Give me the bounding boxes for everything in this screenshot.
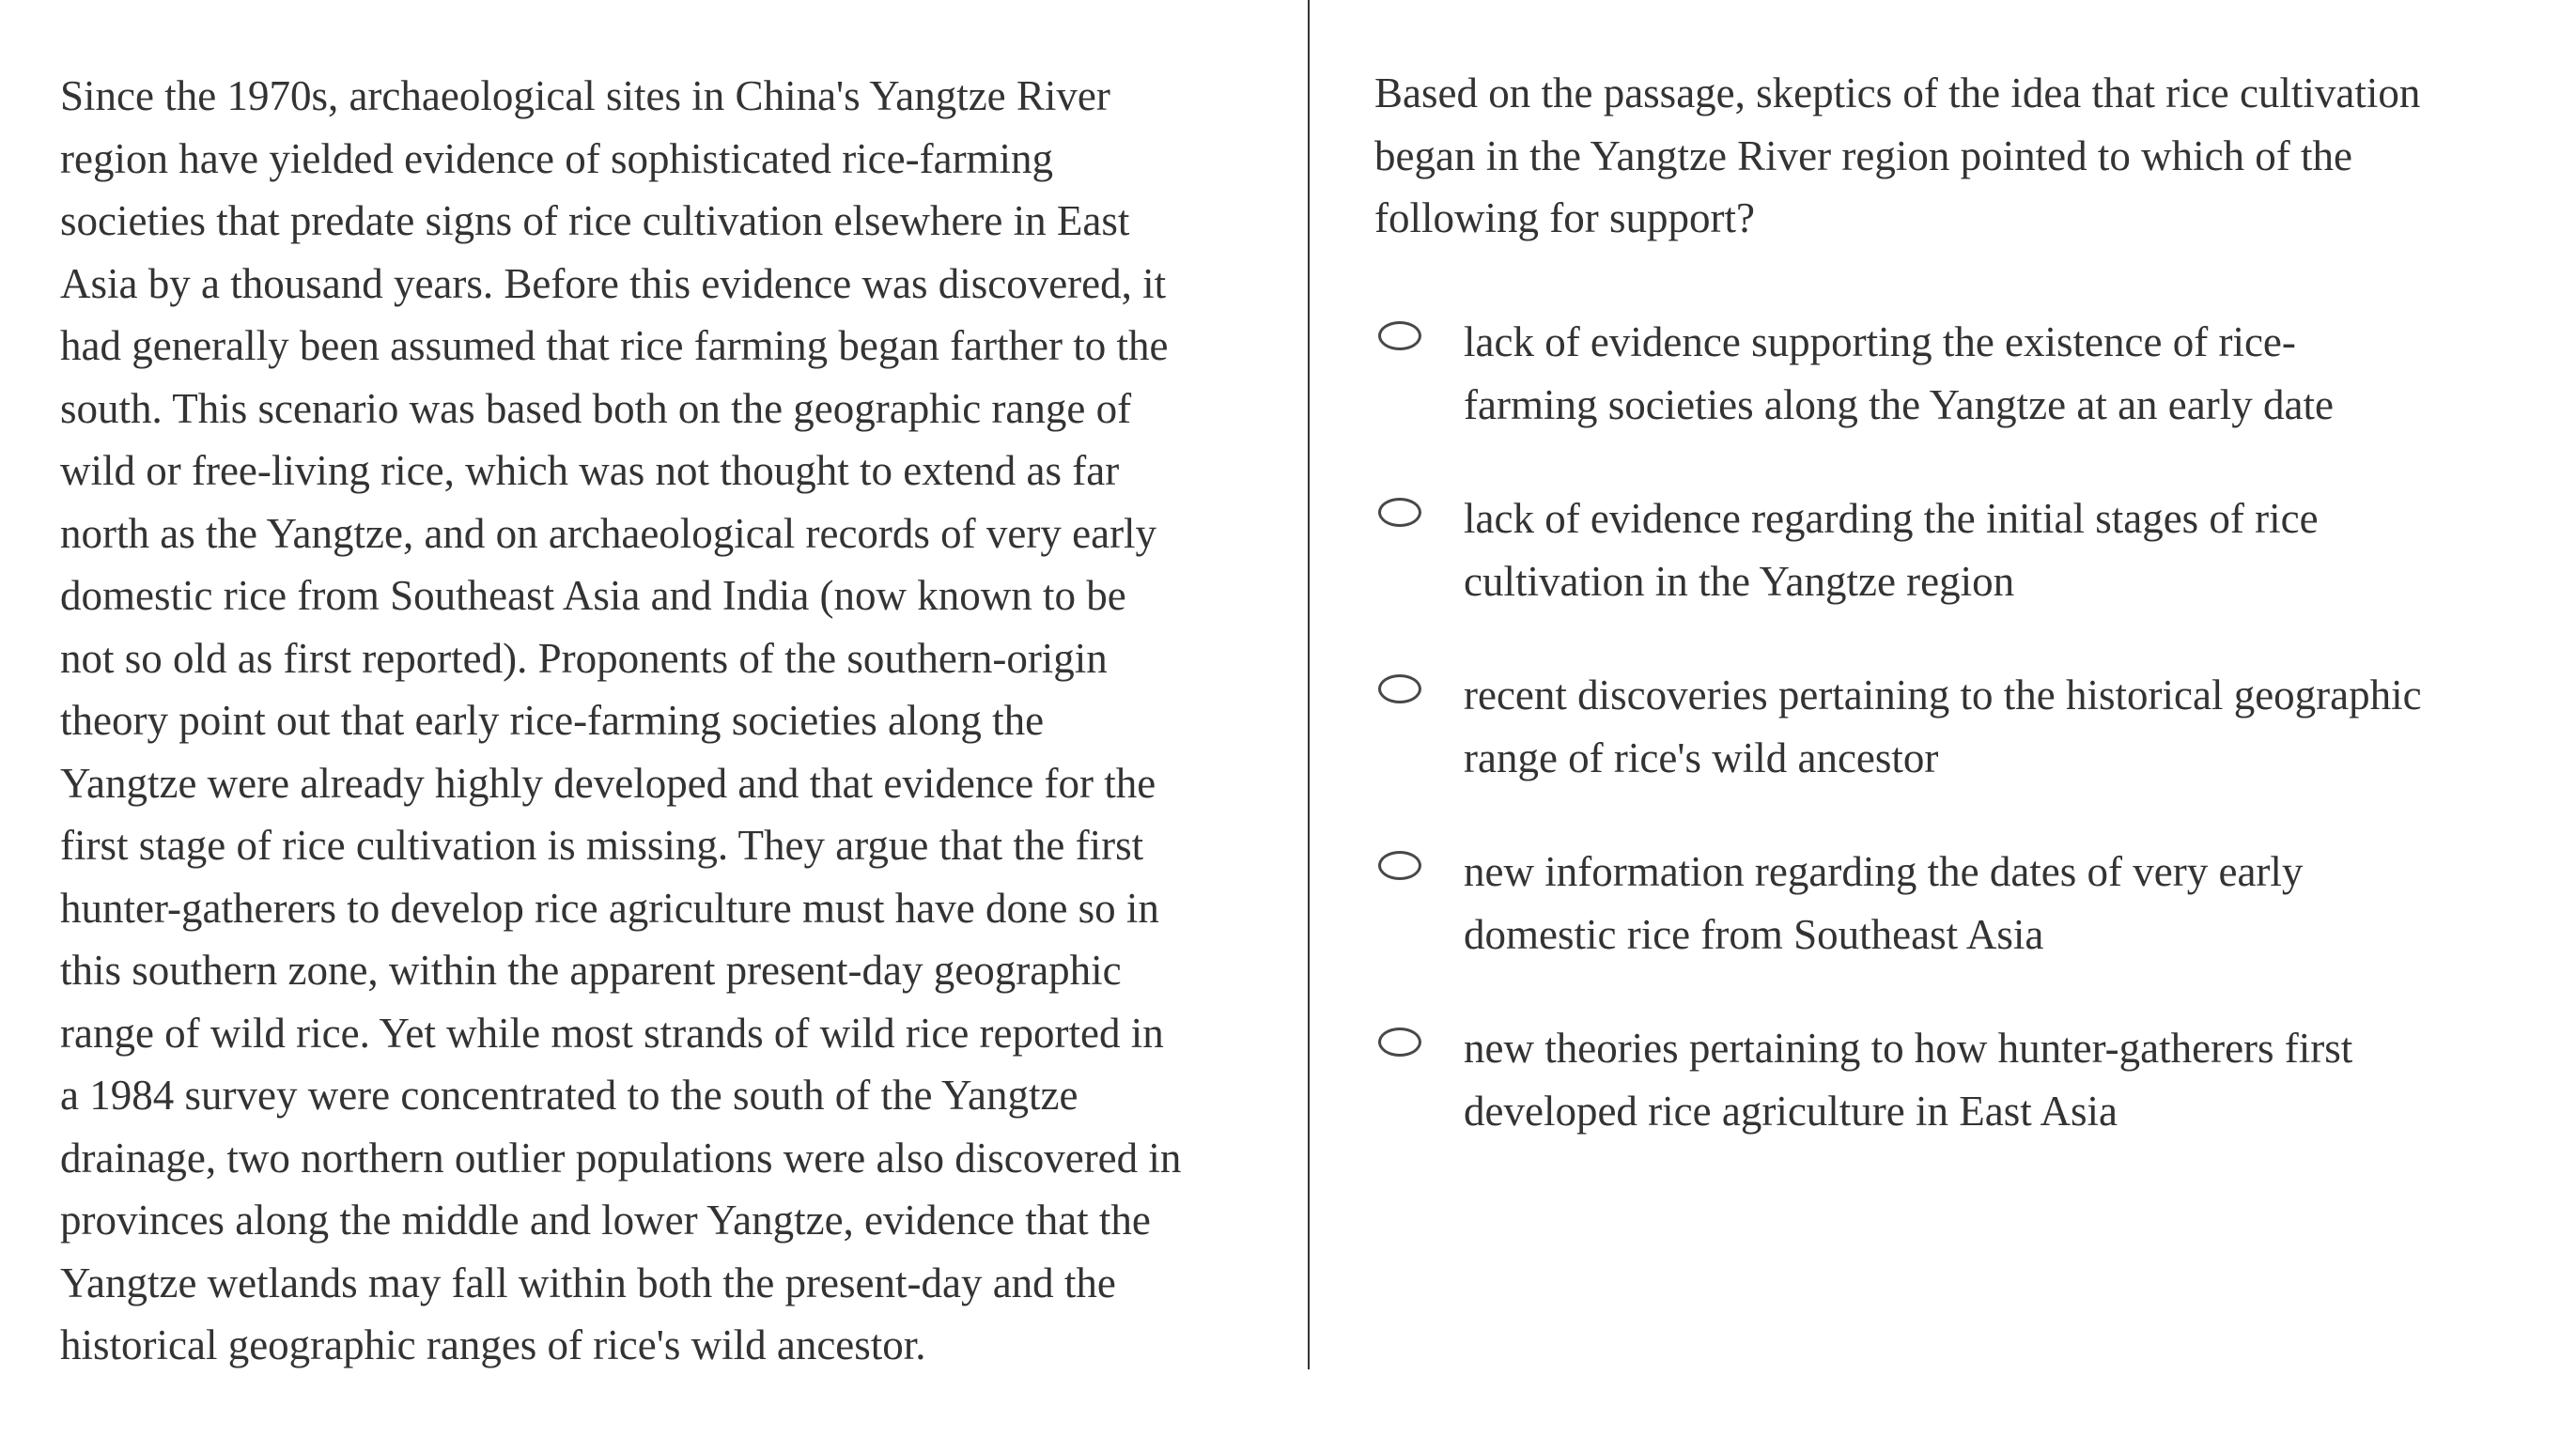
- choice-c-text: [1464, 664, 2422, 789]
- passage-line: societies that predate signs of rice cultivation elsewhere in East: [60, 197, 1130, 244]
- passage-line: north as the Yangtze, and on archaeological records of very early: [60, 509, 1157, 557]
- choice-b-radio-button[interactable]: [1378, 498, 1421, 527]
- choice-d-text: [1464, 841, 2303, 966]
- question-line: Based on the passage, skeptics of the idea that rice cultivation: [1374, 70, 2421, 116]
- question-line: began in the Yangtze River region pointed to which of the: [1374, 131, 2353, 179]
- passage-line: south. This scenario was based both on the geographic range of: [60, 384, 1132, 432]
- passage-line: wild or free-living rice, which was not thought to extend as far: [60, 447, 1120, 494]
- choice-b-line: lack of evidence regarding the initial stages of rice: [1464, 495, 2319, 542]
- choice-e-text: [1464, 1017, 2352, 1142]
- question-line: following for support?: [1374, 194, 1755, 241]
- passage-column: [60, 65, 1181, 1377]
- column-divider: [1308, 0, 1310, 1369]
- passage-line: provinces along the middle and lower Yangtze, evidence that the: [60, 1197, 1151, 1244]
- choice-option-b[interactable]: [1378, 487, 2422, 612]
- passage-line: hunter-gatherers to develop rice agriculture must have done so in: [60, 884, 1159, 932]
- passage-line: a 1984 survey were concentrated to the south of the Yangtze: [60, 1072, 1079, 1119]
- choice-option-d[interactable]: [1378, 841, 2422, 966]
- passage-line: domestic rice from Southeast Asia and India (now known to be: [60, 572, 1126, 619]
- passage-line: region have yielded evidence of sophisticated rice-farming: [60, 134, 1054, 182]
- answer-choices: [1378, 311, 2422, 1194]
- passage-line: theory point out that early rice-farming societies along the: [60, 697, 1045, 744]
- choice-option-e[interactable]: [1378, 1017, 2422, 1142]
- choice-c-line: range of rice's wild ancestor: [1464, 734, 1939, 781]
- passage-line: first stage of rice cultivation is missing. They argue that the first: [60, 822, 1144, 869]
- passage-line: Since the 1970s, archaeological sites in China's Yangtze River: [60, 72, 1110, 119]
- choice-c-line: recent discoveries pertaining to the historical geographic: [1464, 672, 2422, 718]
- choice-d-radio-button[interactable]: [1378, 851, 1421, 880]
- choice-d-line: new information regarding the dates of very early: [1464, 848, 2304, 895]
- choice-option-c[interactable]: [1378, 664, 2422, 789]
- passage-line: drainage, two northern outlier populations were also discovered in: [60, 1134, 1182, 1182]
- choice-e-radio-button[interactable]: [1378, 1028, 1421, 1057]
- choice-a-line: farming societies along the Yangtze at an early date: [1464, 380, 2334, 428]
- choice-a-radio-button[interactable]: [1378, 321, 1421, 350]
- choice-b-line: cultivation in the Yangtze region: [1464, 557, 2015, 605]
- choice-a-line: lack of evidence supporting the existence of rice-: [1464, 318, 2296, 365]
- choice-a-text: [1464, 311, 2334, 436]
- choice-e-line: developed rice agriculture in East Asia: [1464, 1087, 2118, 1135]
- question-text: [1374, 62, 2420, 250]
- passage-line: had generally been assumed that rice farming began farther to the: [60, 322, 1169, 369]
- passage-line: Asia by a thousand years. Before this evidence was discovered, it: [60, 259, 1167, 307]
- choice-e-line: new theories pertaining to how hunter-gatherers first: [1464, 1025, 2353, 1072]
- choice-option-a[interactable]: [1378, 311, 2422, 436]
- passage-line: this southern zone, within the apparent present-day geographic: [60, 947, 1122, 994]
- passage-line: range of wild rice. Yet while most strands of wild rice reported in: [60, 1009, 1164, 1057]
- passage-line: not so old as first reported). Proponents of the southern-origin: [60, 634, 1108, 682]
- passage-line: Yangtze were already highly developed and that evidence for the: [60, 759, 1156, 807]
- passage-line: Yangtze wetlands may fall within both the present-day and the: [60, 1259, 1116, 1306]
- choice-c-radio-button[interactable]: [1378, 674, 1421, 703]
- passage-line: historical geographic ranges of rice's wild ancestor.: [60, 1321, 926, 1368]
- choice-d-line: domestic rice from Southeast Asia: [1464, 910, 2044, 958]
- choice-b-text: [1464, 487, 2319, 612]
